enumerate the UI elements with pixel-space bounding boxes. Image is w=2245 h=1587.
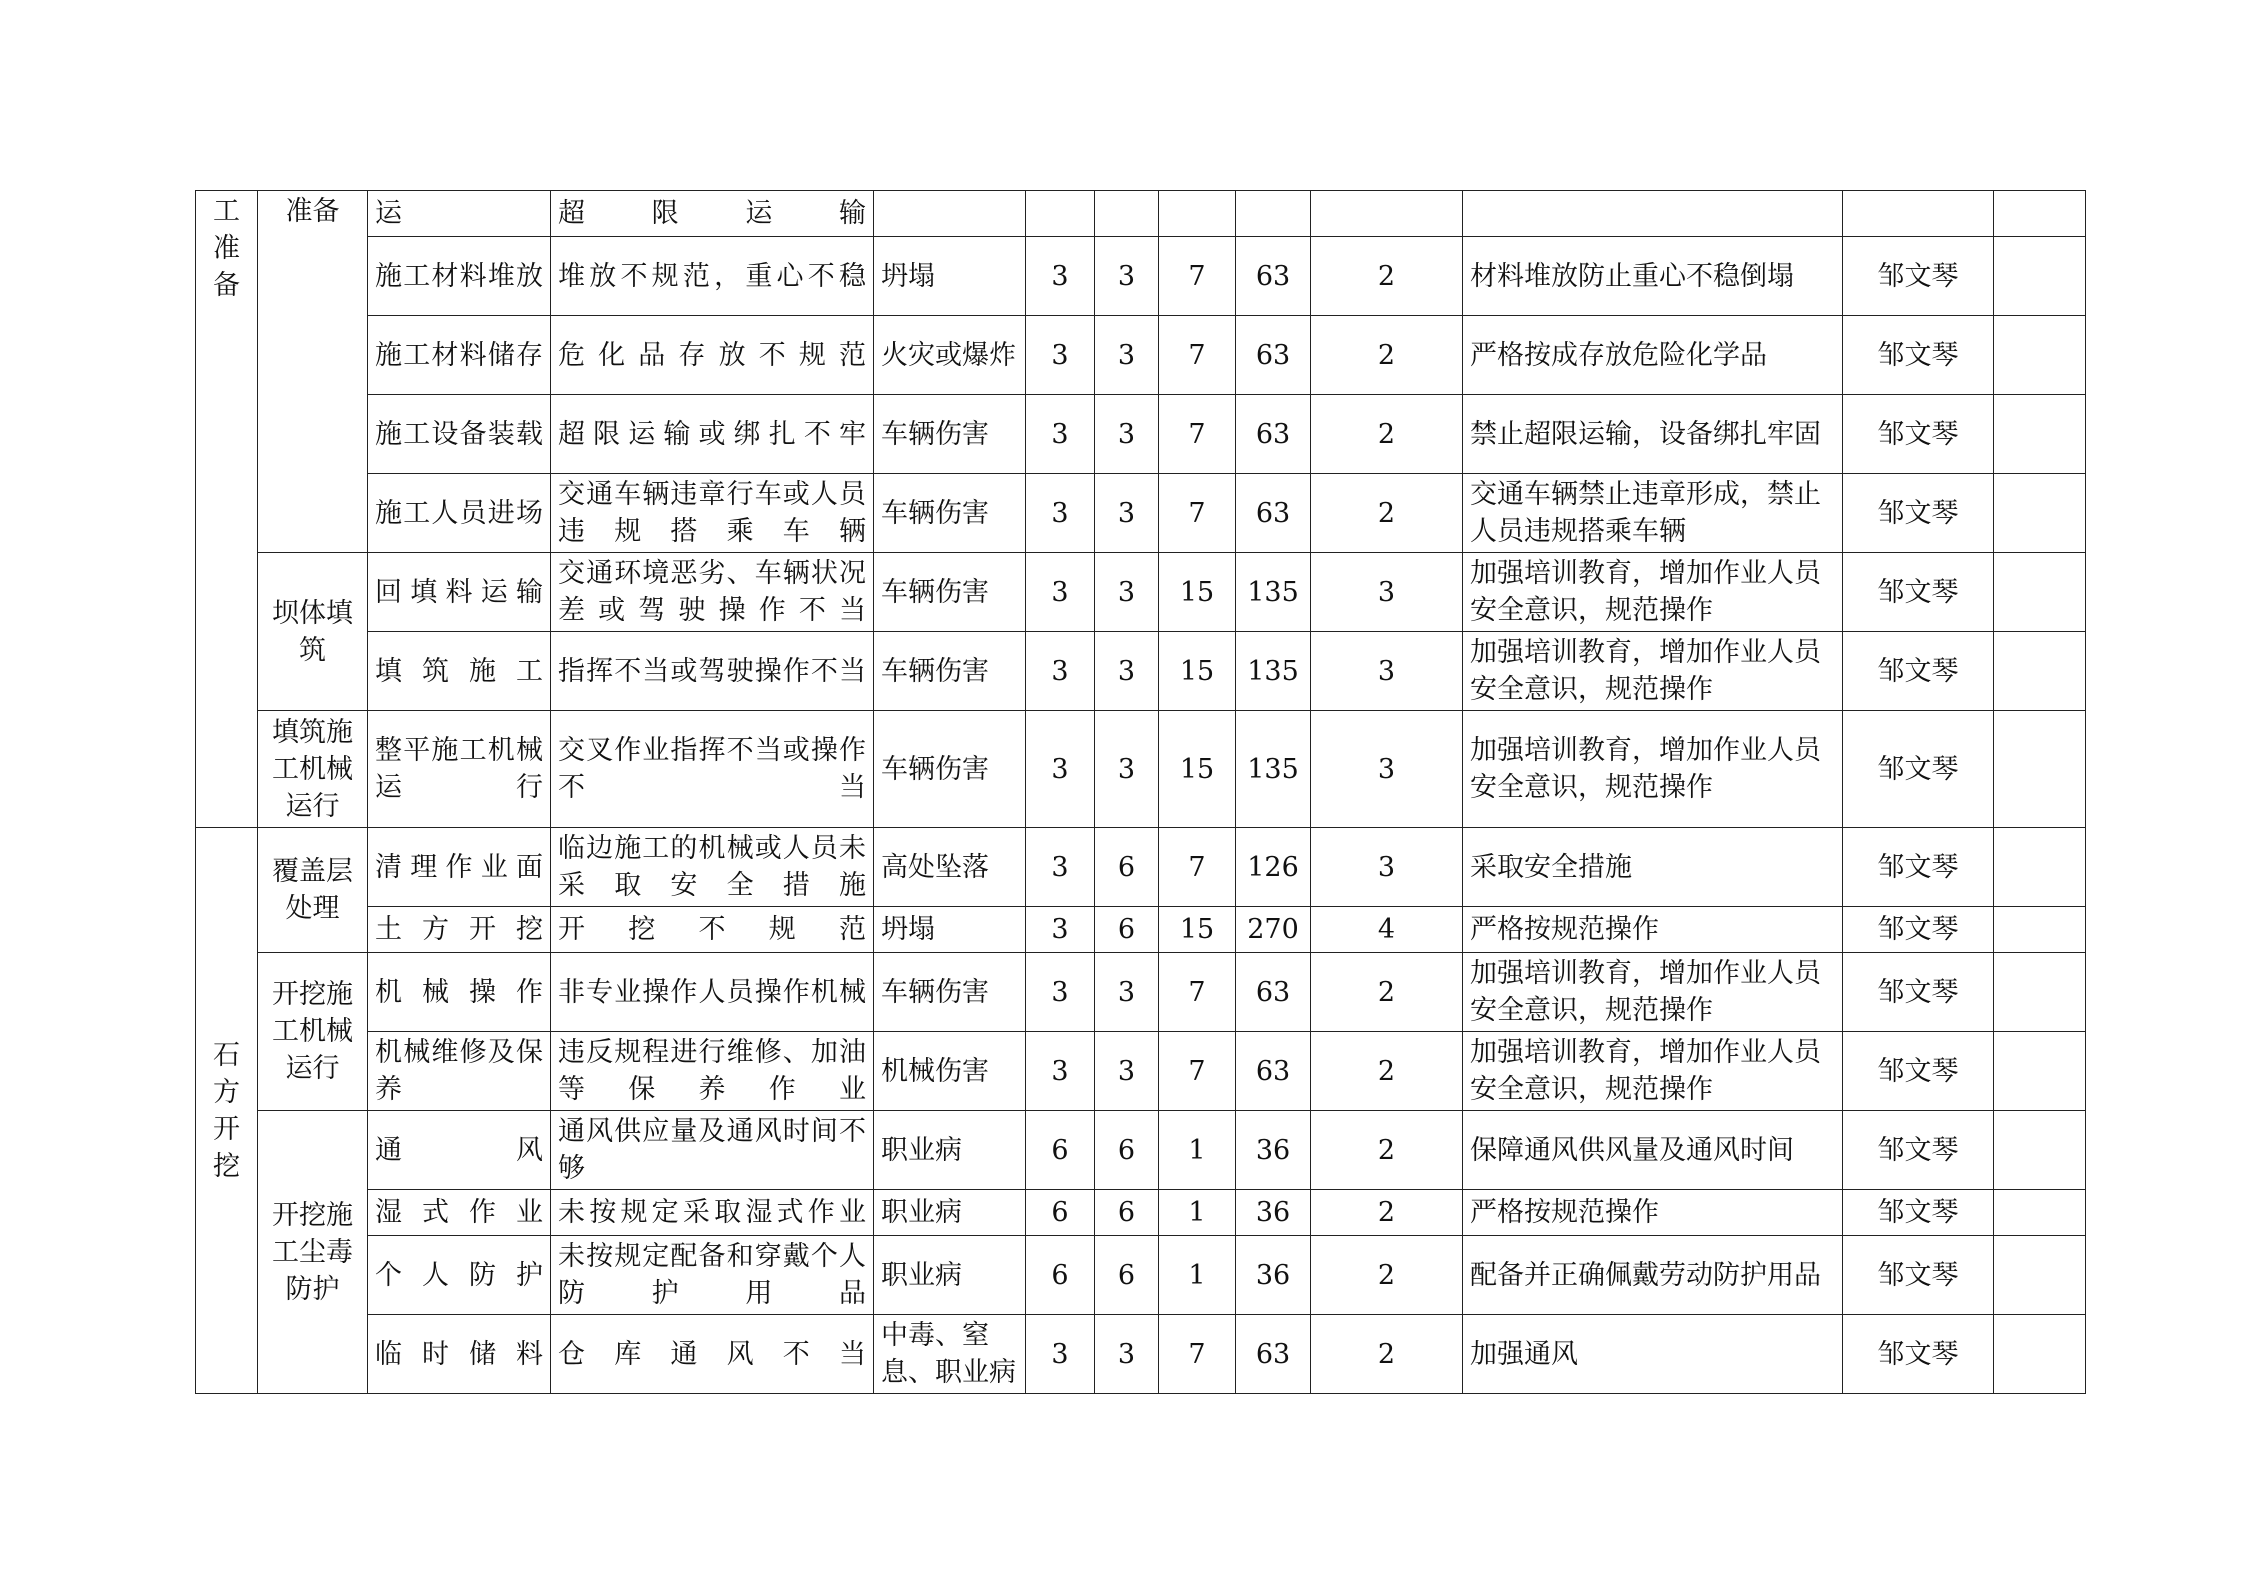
table-cell: 6 (1026, 1190, 1095, 1236)
table-cell (1994, 1236, 2086, 1315)
table-cell: 车辆伤害 (874, 632, 1026, 711)
table-cell: 3 (1095, 237, 1159, 316)
table-cell: 机械维修及保养 (368, 1032, 551, 1111)
table-cell: 2 (1311, 395, 1463, 474)
table-cell: 3 (1095, 1032, 1159, 1111)
table-cell: 3 (1026, 553, 1095, 632)
table-row (196, 553, 2086, 632)
table-cell: 邹文琴 (1843, 1236, 1994, 1315)
table-cell: 清理作业面 (368, 828, 551, 907)
table-cell: 63 (1236, 237, 1311, 316)
table-cell: 3 (1095, 316, 1159, 395)
table-cell: 整平施工机械运行 (368, 711, 551, 828)
table-cell: 6 (1095, 1236, 1159, 1315)
table-cell: 邹文琴 (1843, 395, 1994, 474)
table-cell: 危化品存放不规范 (551, 316, 874, 395)
table-row (196, 1190, 2086, 1236)
table-cell: 36 (1236, 1190, 1311, 1236)
table-row (196, 474, 2086, 553)
table-cell: 2 (1311, 1315, 1463, 1394)
table-cell: 7 (1159, 1032, 1236, 1111)
table-cell: 6 (1095, 828, 1159, 907)
table-cell: 坍塌 (874, 907, 1026, 953)
table-cell: 3 (1026, 828, 1095, 907)
table-cell: 7 (1159, 828, 1236, 907)
group-cell: 覆盖层处理 (258, 828, 368, 953)
table-cell (1994, 907, 2086, 953)
table-cell: 6 (1026, 1236, 1095, 1315)
table-cell (1994, 828, 2086, 907)
table-cell: 通风 (368, 1111, 551, 1190)
table-cell: 63 (1236, 395, 1311, 474)
table-cell: 超限运输或绑扎不牢 (551, 395, 874, 474)
table-cell: 超限运输 (551, 191, 874, 237)
table-row (196, 907, 2086, 953)
table-cell: 63 (1236, 474, 1311, 553)
table-cell: 加强培训教育，增加作业人员安全意识，规范操作 (1463, 711, 1843, 828)
table-cell: 1 (1159, 1236, 1236, 1315)
table-cell (1463, 191, 1843, 237)
table-cell: 施工人员进场 (368, 474, 551, 553)
table-cell (1994, 316, 2086, 395)
table-row (196, 711, 2086, 828)
group-cell: 填筑施工机械运行 (258, 711, 368, 828)
table-cell: 3 (1026, 395, 1095, 474)
table-cell: 6 (1095, 907, 1159, 953)
table-cell: 火灾或爆炸 (874, 316, 1026, 395)
table-cell (1159, 191, 1236, 237)
table-cell (1311, 191, 1463, 237)
table-cell: 2 (1311, 316, 1463, 395)
table-cell: 4 (1311, 907, 1463, 953)
table-cell: 加强通风 (1463, 1315, 1843, 1394)
table-cell: 63 (1236, 316, 1311, 395)
table-cell (1994, 474, 2086, 553)
table-row (196, 1111, 2086, 1190)
table-cell: 机械操作 (368, 953, 551, 1032)
table-row (196, 1315, 2086, 1394)
table-cell: 邹文琴 (1843, 711, 1994, 828)
table-cell: 3 (1095, 553, 1159, 632)
table-cell: 邹文琴 (1843, 1315, 1994, 1394)
table-cell (1843, 191, 1994, 237)
table-cell: 施工材料储存 (368, 316, 551, 395)
group-cell: 开挖施工机械运行 (258, 953, 368, 1111)
table-cell: 3 (1311, 632, 1463, 711)
table-cell: 中毒、窒息、职业病 (874, 1315, 1026, 1394)
table-cell: 2 (1311, 1111, 1463, 1190)
table-cell: 2 (1311, 474, 1463, 553)
table-cell: 7 (1159, 395, 1236, 474)
table-cell: 个人防护 (368, 1236, 551, 1315)
table-cell: 36 (1236, 1111, 1311, 1190)
table-cell: 车辆伤害 (874, 953, 1026, 1032)
table-cell: 职业病 (874, 1111, 1026, 1190)
table-cell: 坍塌 (874, 237, 1026, 316)
section-label: 石方开挖 (213, 1039, 240, 1182)
table-cell: 3 (1095, 474, 1159, 553)
table-cell: 加强培训教育，增加作业人员安全意识，规范操作 (1463, 553, 1843, 632)
table-cell (1994, 953, 2086, 1032)
table-cell: 邹文琴 (1843, 828, 1994, 907)
table-cell (1994, 1032, 2086, 1111)
table-cell: 2 (1311, 953, 1463, 1032)
table-cell: 135 (1236, 632, 1311, 711)
table-cell: 加强培训教育，增加作业人员安全意识，规范操作 (1463, 1032, 1843, 1111)
table-cell (1095, 191, 1159, 237)
table-cell: 7 (1159, 237, 1236, 316)
table-cell: 仓库通风不当 (551, 1315, 874, 1394)
table-cell: 15 (1159, 553, 1236, 632)
table-cell: 3 (1311, 553, 1463, 632)
table-cell: 邹文琴 (1843, 553, 1994, 632)
table-cell: 15 (1159, 711, 1236, 828)
table-cell (1236, 191, 1311, 237)
table-cell: 堆放不规范，重心不稳 (551, 237, 874, 316)
table-cell: 1 (1159, 1190, 1236, 1236)
table-cell: 3 (1026, 711, 1095, 828)
table-cell: 未按规定采取湿式作业 (551, 1190, 874, 1236)
table-cell: 6 (1095, 1190, 1159, 1236)
table-cell: 邹文琴 (1843, 237, 1994, 316)
table-cell: 2 (1311, 237, 1463, 316)
table-cell: 3 (1026, 907, 1095, 953)
table-cell: 3 (1026, 237, 1095, 316)
table-cell: 交叉作业指挥不当或操作不当 (551, 711, 874, 828)
table-cell: 邹文琴 (1843, 907, 1994, 953)
table-cell (1994, 1190, 2086, 1236)
section-cell (196, 191, 258, 828)
table-cell: 7 (1159, 316, 1236, 395)
section-cell (196, 828, 258, 1394)
table-cell: 高处坠落 (874, 828, 1026, 907)
table-cell: 车辆伤害 (874, 395, 1026, 474)
table-cell: 邹文琴 (1843, 953, 1994, 1032)
table-cell: 交通车辆违章行车或人员违规搭乘车辆 (551, 474, 874, 553)
table-cell: 违反规程进行维修、加油等保养作业 (551, 1032, 874, 1111)
table-cell: 指挥不当或驾驶操作不当 (551, 632, 874, 711)
table-cell: 回填料运输 (368, 553, 551, 632)
table-cell: 职业病 (874, 1236, 1026, 1315)
table-cell: 严格按成存放危险化学品 (1463, 316, 1843, 395)
table-cell (874, 191, 1026, 237)
table-cell: 配备并正确佩戴劳动防护用品 (1463, 1236, 1843, 1315)
table-cell: 3 (1311, 711, 1463, 828)
table-cell: 交通车辆禁止违章形成，禁止人员违规搭乘车辆 (1463, 474, 1843, 553)
table-cell: 270 (1236, 907, 1311, 953)
table-cell (1994, 632, 2086, 711)
table-row (196, 828, 2086, 907)
table-cell: 严格按规范操作 (1463, 1190, 1843, 1236)
table-cell: 15 (1159, 907, 1236, 953)
table-cell: 非专业操作人员操作机械 (551, 953, 874, 1032)
table-row (196, 237, 2086, 316)
table-cell: 3 (1026, 316, 1095, 395)
table-row (196, 1236, 2086, 1315)
table-cell: 63 (1236, 953, 1311, 1032)
table-cell: 7 (1159, 1315, 1236, 1394)
table-cell: 未按规定配备和穿戴个人防护用品 (551, 1236, 874, 1315)
table-cell: 保障通风供风量及通风时间 (1463, 1111, 1843, 1190)
table-cell: 开挖不规范 (551, 907, 874, 953)
table-cell: 邹文琴 (1843, 1032, 1994, 1111)
risk-assessment-table (195, 190, 2086, 1394)
table-cell: 临时储料 (368, 1315, 551, 1394)
table-cell: 7 (1159, 474, 1236, 553)
table-cell: 土方开挖 (368, 907, 551, 953)
table-cell: 63 (1236, 1315, 1311, 1394)
table-cell: 材料堆放防止重心不稳倒塌 (1463, 237, 1843, 316)
table-cell (1994, 1315, 2086, 1394)
table-cell: 3 (1026, 1032, 1095, 1111)
table-cell: 3 (1095, 395, 1159, 474)
table-cell: 邹文琴 (1843, 632, 1994, 711)
table-cell (1994, 237, 2086, 316)
table-cell: 职业病 (874, 1190, 1026, 1236)
table-cell: 3 (1095, 953, 1159, 1032)
table-cell: 2 (1311, 1236, 1463, 1315)
group-cell: 坝体填筑 (258, 553, 368, 711)
table-cell: 湿式作业 (368, 1190, 551, 1236)
table-cell: 3 (1026, 632, 1095, 711)
table-cell: 2 (1311, 1032, 1463, 1111)
table-cell: 6 (1026, 1111, 1095, 1190)
table-cell (1994, 553, 2086, 632)
table-cell: 通风供应量及通风时间不够 (551, 1111, 874, 1190)
table-row (196, 395, 2086, 474)
table-cell (1994, 191, 2086, 237)
table-cell: 1 (1159, 1111, 1236, 1190)
table-row (196, 953, 2086, 1032)
table-cell: 3 (1026, 953, 1095, 1032)
table-cell: 运 (368, 191, 551, 237)
table-cell: 邹文琴 (1843, 316, 1994, 395)
table-cell: 机械伤害 (874, 1032, 1026, 1111)
table-cell: 6 (1095, 1111, 1159, 1190)
table-cell: 135 (1236, 553, 1311, 632)
group-cell: 开挖施工尘毒防护 (258, 1111, 368, 1394)
table-row (196, 1032, 2086, 1111)
table-cell (1994, 711, 2086, 828)
table-cell: 3 (1026, 1315, 1095, 1394)
table-cell (1026, 191, 1095, 237)
table-cell: 采取安全措施 (1463, 828, 1843, 907)
table-cell: 63 (1236, 1032, 1311, 1111)
table-cell: 15 (1159, 632, 1236, 711)
table-cell: 临边施工的机械或人员未采取安全措施 (551, 828, 874, 907)
table-cell: 车辆伤害 (874, 553, 1026, 632)
table-cell: 2 (1311, 1190, 1463, 1236)
table-cell: 禁止超限运输，设备绑扎牢固 (1463, 395, 1843, 474)
table-cell: 邹文琴 (1843, 474, 1994, 553)
table-cell: 7 (1159, 953, 1236, 1032)
table-cell: 车辆伤害 (874, 474, 1026, 553)
table-cell: 3 (1311, 828, 1463, 907)
table-cell: 交通环境恶劣、车辆状况差或驾驶操作不当 (551, 553, 874, 632)
group-cell: 准备 (258, 191, 368, 553)
table-cell: 36 (1236, 1236, 1311, 1315)
table-cell: 3 (1026, 474, 1095, 553)
table-cell: 3 (1095, 632, 1159, 711)
table-cell (1994, 395, 2086, 474)
table-row (196, 316, 2086, 395)
table-cell: 135 (1236, 711, 1311, 828)
table-cell: 邹文琴 (1843, 1111, 1994, 1190)
table-row (196, 191, 2086, 237)
table-cell: 施工设备装载 (368, 395, 551, 474)
table-cell: 3 (1095, 1315, 1159, 1394)
table-cell: 邹文琴 (1843, 1190, 1994, 1236)
table-cell: 填筑施工 (368, 632, 551, 711)
section-label: 工准备 (213, 196, 240, 301)
table-cell: 126 (1236, 828, 1311, 907)
table-cell: 加强培训教育，增加作业人员安全意识，规范操作 (1463, 953, 1843, 1032)
table-cell: 加强培训教育，增加作业人员安全意识，规范操作 (1463, 632, 1843, 711)
table-cell (1994, 1111, 2086, 1190)
table-cell: 严格按规范操作 (1463, 907, 1843, 953)
table-row (196, 632, 2086, 711)
table-cell: 施工材料堆放 (368, 237, 551, 316)
table-cell: 3 (1095, 711, 1159, 828)
table-cell: 车辆伤害 (874, 711, 1026, 828)
